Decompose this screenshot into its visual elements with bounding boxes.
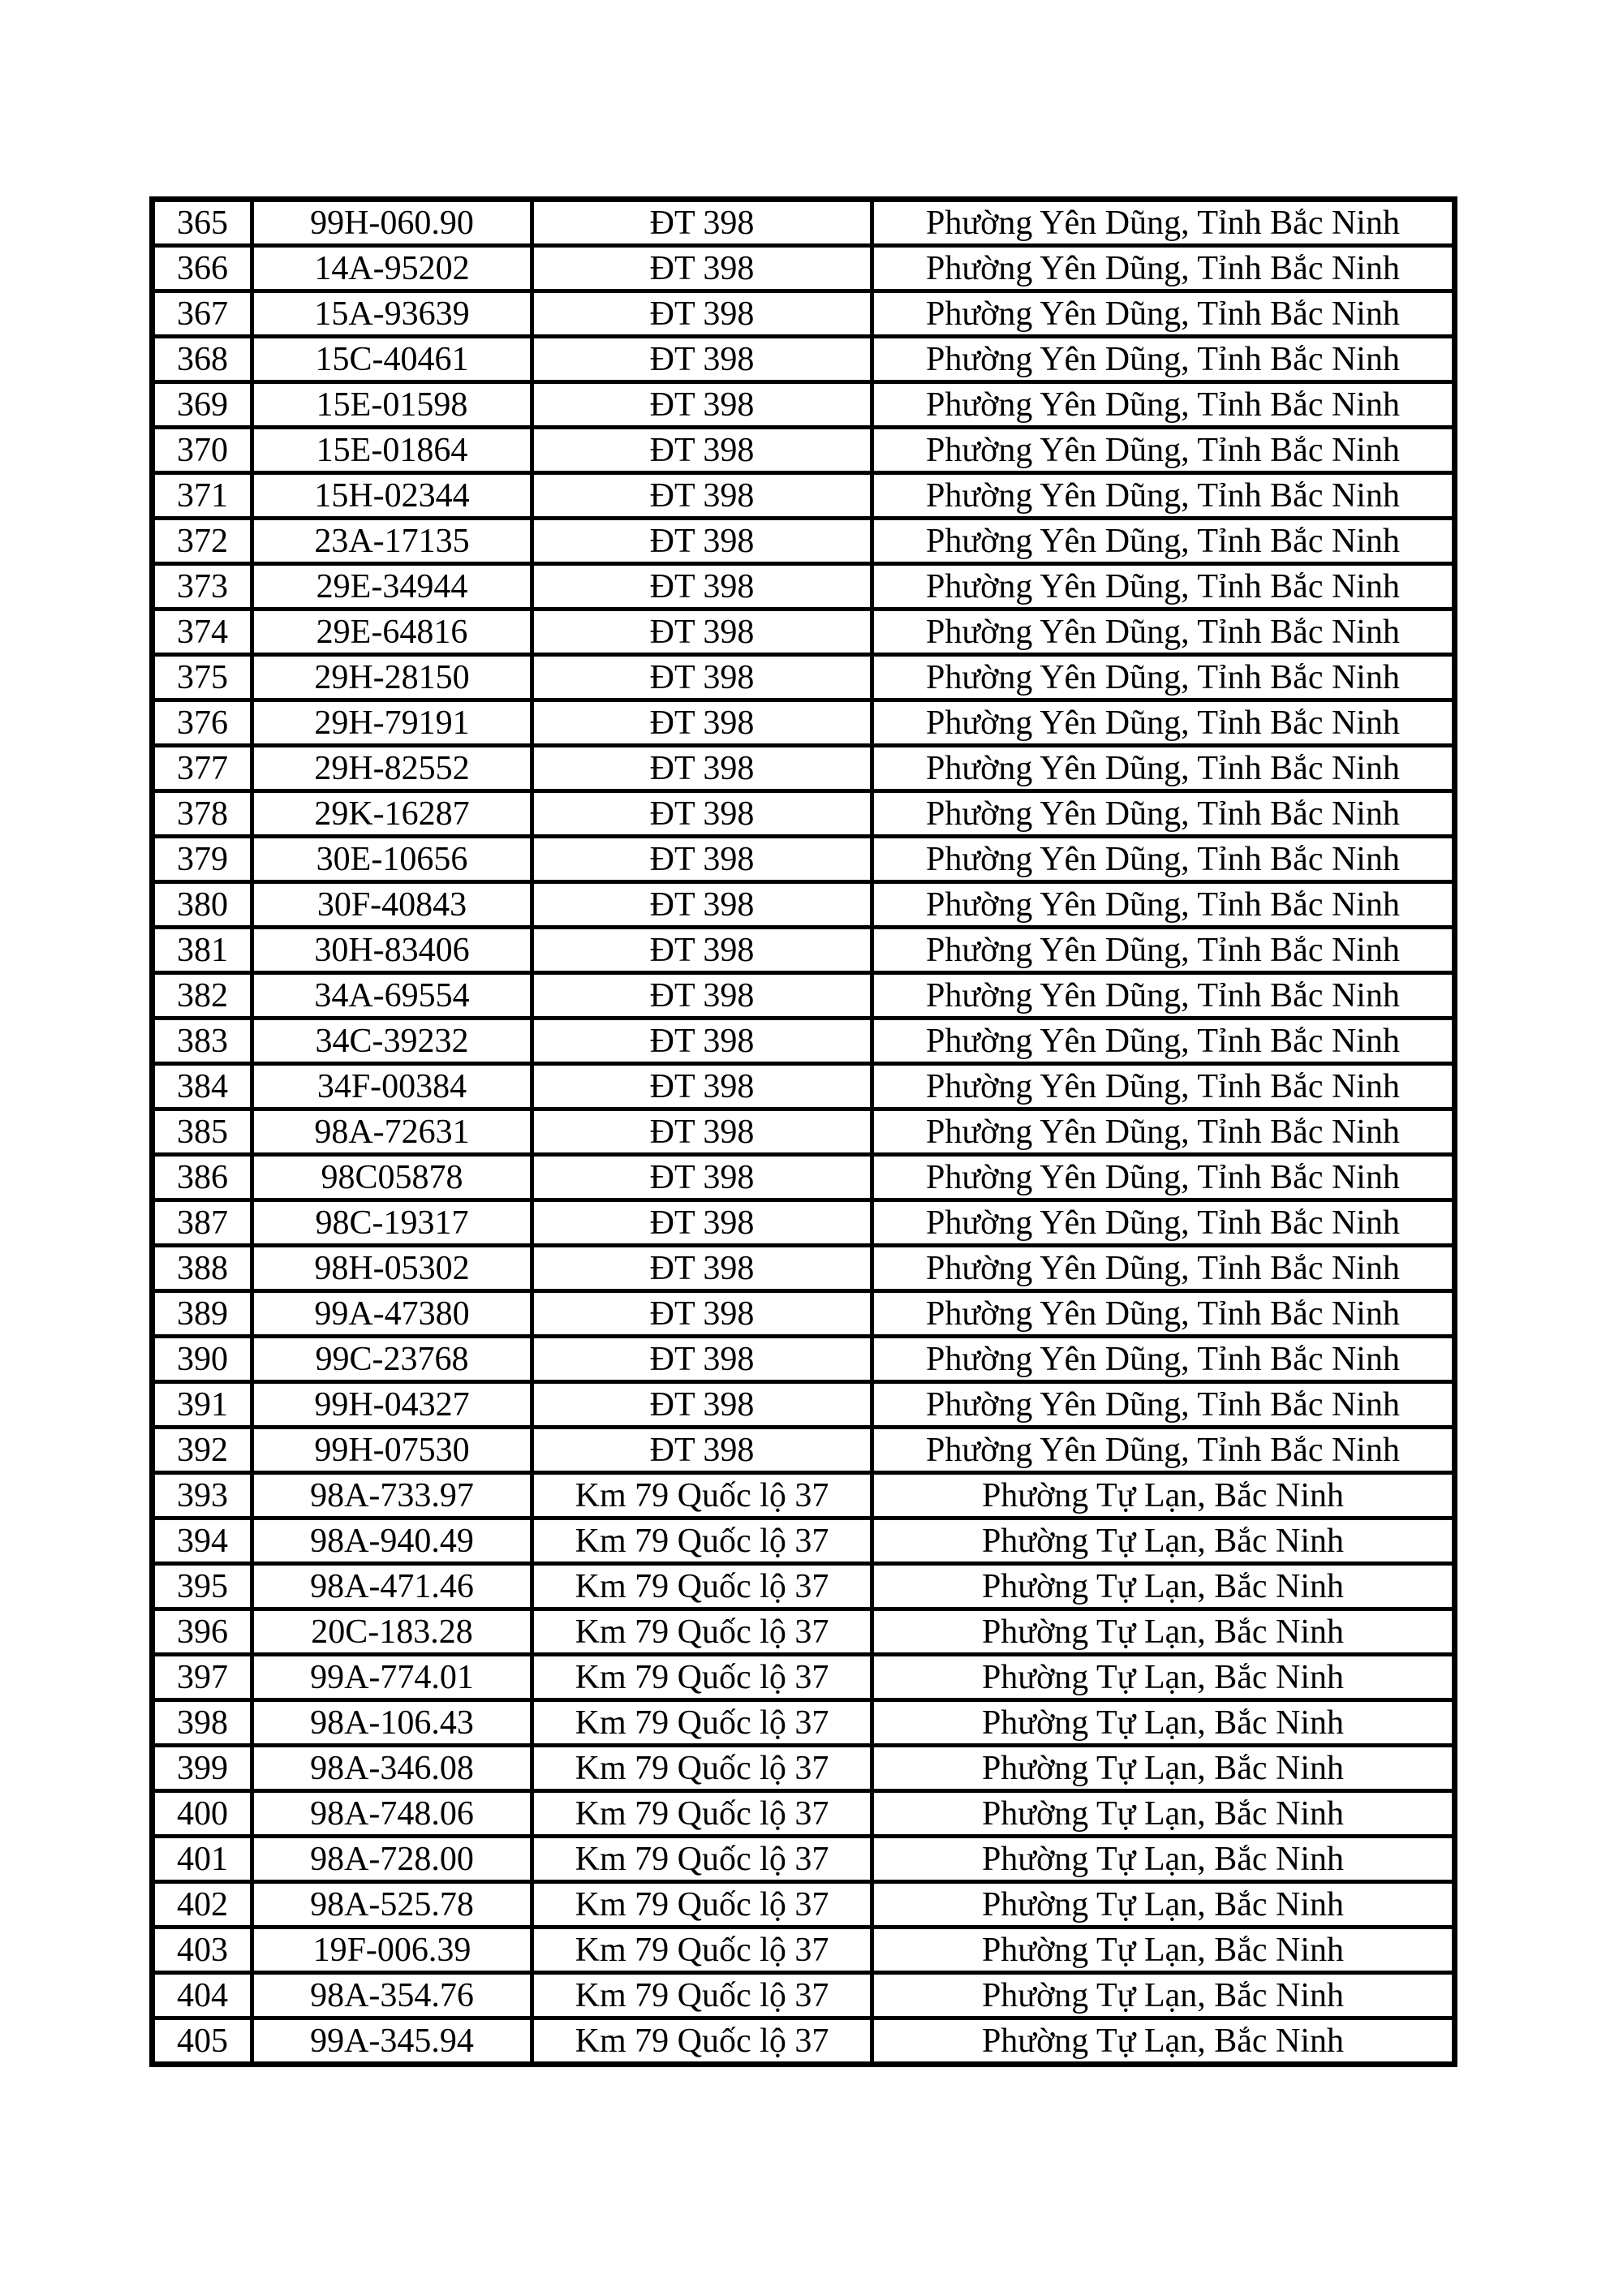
cell-ward: Phường Yên Dũng, Tỉnh Bắc Ninh <box>872 1428 1455 1473</box>
cell-plate: 99H-060.90 <box>252 200 532 246</box>
cell-road: ĐT 398 <box>532 1337 872 1382</box>
cell-ward: Phường Tự Lạn, Bắc Ninh <box>872 1655 1455 1700</box>
table-row <box>153 1337 1455 1382</box>
cell-road: ĐT 398 <box>532 564 872 610</box>
cell-road: ĐT 398 <box>532 337 872 382</box>
cell-plate: 20C-183.28 <box>252 1609 532 1655</box>
cell-road: ĐT 398 <box>532 1291 872 1337</box>
vehicle-violation-table <box>149 196 1457 2067</box>
cell-ward: Phường Yên Dũng, Tỉnh Bắc Ninh <box>872 246 1455 291</box>
cell-plate: 98A-525.78 <box>252 1882 532 1928</box>
cell-plate: 29K-16287 <box>252 791 532 837</box>
cell-plate: 15E-01864 <box>252 428 532 473</box>
cell-plate: 99A-345.94 <box>252 2018 532 2065</box>
cell-road: Km 79 Quốc lộ 37 <box>532 1700 872 1746</box>
cell-ward: Phường Tự Lạn, Bắc Ninh <box>872 2018 1455 2065</box>
cell-ward: Phường Yên Dũng, Tỉnh Bắc Ninh <box>872 791 1455 837</box>
cell-road: ĐT 398 <box>532 428 872 473</box>
table-row <box>153 200 1455 246</box>
cell-ward: Phường Tự Lạn, Bắc Ninh <box>872 1564 1455 1609</box>
cell-road: ĐT 398 <box>532 700 872 746</box>
cell-no: 381 <box>153 928 252 973</box>
cell-plate: 15C-40461 <box>252 337 532 382</box>
table-row <box>153 700 1455 746</box>
cell-no: 398 <box>153 1700 252 1746</box>
cell-no: 365 <box>153 200 252 246</box>
cell-ward: Phường Yên Dũng, Tỉnh Bắc Ninh <box>872 1019 1455 1064</box>
table-row <box>153 1109 1455 1155</box>
cell-no: 377 <box>153 746 252 791</box>
cell-ward: Phường Yên Dũng, Tỉnh Bắc Ninh <box>872 1155 1455 1200</box>
cell-plate: 98C-19317 <box>252 1200 532 1246</box>
table-row <box>153 610 1455 655</box>
cell-road: Km 79 Quốc lộ 37 <box>532 1655 872 1700</box>
cell-no: 383 <box>153 1019 252 1064</box>
table-row <box>153 1928 1455 1973</box>
cell-plate: 29H-82552 <box>252 746 532 791</box>
cell-ward: Phường Yên Dũng, Tỉnh Bắc Ninh <box>872 382 1455 428</box>
cell-plate: 14A-95202 <box>252 246 532 291</box>
cell-road: ĐT 398 <box>532 519 872 564</box>
cell-no: 385 <box>153 1109 252 1155</box>
cell-plate: 30H-83406 <box>252 928 532 973</box>
cell-plate: 98A-471.46 <box>252 1564 532 1609</box>
table-row <box>153 519 1455 564</box>
cell-road: ĐT 398 <box>532 791 872 837</box>
cell-ward: Phường Yên Dũng, Tỉnh Bắc Ninh <box>872 1291 1455 1337</box>
table-row <box>153 1155 1455 1200</box>
cell-plate: 98A-728.00 <box>252 1837 532 1882</box>
cell-ward: Phường Tự Lạn, Bắc Ninh <box>872 1746 1455 1791</box>
cell-no: 400 <box>153 1791 252 1837</box>
cell-road: Km 79 Quốc lộ 37 <box>532 1518 872 1564</box>
cell-road: ĐT 398 <box>532 246 872 291</box>
cell-road: ĐT 398 <box>532 1246 872 1291</box>
cell-plate: 15H-02344 <box>252 473 532 519</box>
cell-road: ĐT 398 <box>532 1428 872 1473</box>
cell-ward: Phường Yên Dũng, Tỉnh Bắc Ninh <box>872 1109 1455 1155</box>
table-row <box>153 1746 1455 1791</box>
cell-ward: Phường Yên Dũng, Tỉnh Bắc Ninh <box>872 291 1455 337</box>
cell-ward: Phường Yên Dũng, Tỉnh Bắc Ninh <box>872 337 1455 382</box>
table-row <box>153 882 1455 928</box>
cell-no: 369 <box>153 382 252 428</box>
table-row <box>153 928 1455 973</box>
table-row <box>153 1791 1455 1837</box>
cell-plate: 98A-940.49 <box>252 1518 532 1564</box>
cell-plate: 99A-47380 <box>252 1291 532 1337</box>
table-row <box>153 1246 1455 1291</box>
cell-no: 384 <box>153 1064 252 1109</box>
cell-road: ĐT 398 <box>532 1064 872 1109</box>
cell-road: ĐT 398 <box>532 655 872 700</box>
table-row <box>153 746 1455 791</box>
cell-road: Km 79 Quốc lộ 37 <box>532 1882 872 1928</box>
table-row <box>153 473 1455 519</box>
cell-road: Km 79 Quốc lộ 37 <box>532 1928 872 1973</box>
cell-road: ĐT 398 <box>532 928 872 973</box>
cell-no: 388 <box>153 1246 252 1291</box>
table-row <box>153 1700 1455 1746</box>
cell-no: 380 <box>153 882 252 928</box>
cell-ward: Phường Tự Lạn, Bắc Ninh <box>872 1700 1455 1746</box>
cell-plate: 99H-04327 <box>252 1382 532 1428</box>
cell-ward: Phường Tự Lạn, Bắc Ninh <box>872 1791 1455 1837</box>
table-row <box>153 1291 1455 1337</box>
table-row <box>153 2018 1455 2065</box>
cell-no: 392 <box>153 1428 252 1473</box>
cell-no: 391 <box>153 1382 252 1428</box>
cell-road: ĐT 398 <box>532 382 872 428</box>
cell-ward: Phường Yên Dũng, Tỉnh Bắc Ninh <box>872 882 1455 928</box>
cell-ward: Phường Yên Dũng, Tỉnh Bắc Ninh <box>872 473 1455 519</box>
cell-no: 366 <box>153 246 252 291</box>
cell-no: 367 <box>153 291 252 337</box>
cell-no: 390 <box>153 1337 252 1382</box>
cell-ward: Phường Yên Dũng, Tỉnh Bắc Ninh <box>872 655 1455 700</box>
cell-no: 371 <box>153 473 252 519</box>
cell-ward: Phường Tự Lạn, Bắc Ninh <box>872 1973 1455 2018</box>
table-row <box>153 1518 1455 1564</box>
cell-ward: Phường Tự Lạn, Bắc Ninh <box>872 1518 1455 1564</box>
cell-no: 401 <box>153 1837 252 1882</box>
cell-road: ĐT 398 <box>532 473 872 519</box>
cell-road: ĐT 398 <box>532 291 872 337</box>
cell-road: Km 79 Quốc lộ 37 <box>532 2018 872 2065</box>
cell-no: 397 <box>153 1655 252 1700</box>
cell-road: Km 79 Quốc lộ 37 <box>532 1473 872 1518</box>
cell-plate: 15E-01598 <box>252 382 532 428</box>
cell-plate: 30F-40843 <box>252 882 532 928</box>
cell-ward: Phường Yên Dũng, Tỉnh Bắc Ninh <box>872 928 1455 973</box>
cell-plate: 29E-34944 <box>252 564 532 610</box>
table-row <box>153 1882 1455 1928</box>
cell-road: ĐT 398 <box>532 746 872 791</box>
cell-plate: 15A-93639 <box>252 291 532 337</box>
table-row <box>153 382 1455 428</box>
cell-plate: 19F-006.39 <box>252 1928 532 1973</box>
cell-ward: Phường Yên Dũng, Tỉnh Bắc Ninh <box>872 1246 1455 1291</box>
cell-ward: Phường Yên Dũng, Tỉnh Bắc Ninh <box>872 1200 1455 1246</box>
table-row <box>153 564 1455 610</box>
cell-road: Km 79 Quốc lộ 37 <box>532 1746 872 1791</box>
cell-ward: Phường Yên Dũng, Tỉnh Bắc Ninh <box>872 519 1455 564</box>
table-row <box>153 655 1455 700</box>
cell-ward: Phường Yên Dũng, Tỉnh Bắc Ninh <box>872 1382 1455 1428</box>
table-body <box>153 200 1455 2065</box>
table-row <box>153 291 1455 337</box>
cell-no: 395 <box>153 1564 252 1609</box>
cell-plate: 29E-64816 <box>252 610 532 655</box>
table-row <box>153 1837 1455 1882</box>
cell-plate: 98H-05302 <box>252 1246 532 1291</box>
table-row <box>153 246 1455 291</box>
cell-plate: 30E-10656 <box>252 837 532 882</box>
cell-no: 375 <box>153 655 252 700</box>
cell-no: 402 <box>153 1882 252 1928</box>
cell-no: 393 <box>153 1473 252 1518</box>
cell-no: 373 <box>153 564 252 610</box>
cell-no: 404 <box>153 1973 252 2018</box>
table-row <box>153 1655 1455 1700</box>
cell-plate: 99A-774.01 <box>252 1655 532 1700</box>
cell-no: 382 <box>153 973 252 1019</box>
table-row <box>153 1973 1455 2018</box>
cell-plate: 29H-28150 <box>252 655 532 700</box>
table-row <box>153 1200 1455 1246</box>
cell-ward: Phường Yên Dũng, Tỉnh Bắc Ninh <box>872 564 1455 610</box>
cell-plate: 99H-07530 <box>252 1428 532 1473</box>
cell-road: Km 79 Quốc lộ 37 <box>532 1973 872 2018</box>
cell-road: ĐT 398 <box>532 200 872 246</box>
cell-plate: 98A-748.06 <box>252 1791 532 1837</box>
cell-plate: 98A-346.08 <box>252 1746 532 1791</box>
cell-no: 389 <box>153 1291 252 1337</box>
cell-plate: 98A-72631 <box>252 1109 532 1155</box>
table-row <box>153 1428 1455 1473</box>
cell-plate: 23A-17135 <box>252 519 532 564</box>
cell-road: Km 79 Quốc lộ 37 <box>532 1564 872 1609</box>
cell-ward: Phường Yên Dũng, Tỉnh Bắc Ninh <box>872 700 1455 746</box>
cell-road: Km 79 Quốc lộ 37 <box>532 1837 872 1882</box>
cell-ward: Phường Yên Dũng, Tỉnh Bắc Ninh <box>872 973 1455 1019</box>
cell-no: 370 <box>153 428 252 473</box>
cell-no: 379 <box>153 837 252 882</box>
cell-road: Km 79 Quốc lộ 37 <box>532 1609 872 1655</box>
cell-road: ĐT 398 <box>532 837 872 882</box>
cell-no: 374 <box>153 610 252 655</box>
cell-plate: 98A-733.97 <box>252 1473 532 1518</box>
cell-ward: Phường Yên Dũng, Tỉnh Bắc Ninh <box>872 610 1455 655</box>
cell-no: 368 <box>153 337 252 382</box>
cell-ward: Phường Yên Dũng, Tỉnh Bắc Ninh <box>872 200 1455 246</box>
cell-no: 399 <box>153 1746 252 1791</box>
cell-ward: Phường Tự Lạn, Bắc Ninh <box>872 1928 1455 1973</box>
table-row <box>153 1064 1455 1109</box>
cell-no: 378 <box>153 791 252 837</box>
table-row <box>153 337 1455 382</box>
cell-road: ĐT 398 <box>532 610 872 655</box>
cell-road: ĐT 398 <box>532 973 872 1019</box>
cell-no: 396 <box>153 1609 252 1655</box>
cell-no: 386 <box>153 1155 252 1200</box>
cell-road: ĐT 398 <box>532 1382 872 1428</box>
table-row <box>153 1564 1455 1609</box>
cell-ward: Phường Yên Dũng, Tỉnh Bắc Ninh <box>872 1337 1455 1382</box>
cell-no: 376 <box>153 700 252 746</box>
cell-plate: 29H-79191 <box>252 700 532 746</box>
cell-plate: 34C-39232 <box>252 1019 532 1064</box>
table-row <box>153 1473 1455 1518</box>
table-row <box>153 791 1455 837</box>
cell-no: 387 <box>153 1200 252 1246</box>
cell-no: 405 <box>153 2018 252 2065</box>
cell-ward: Phường Tự Lạn, Bắc Ninh <box>872 1837 1455 1882</box>
cell-road: Km 79 Quốc lộ 37 <box>532 1791 872 1837</box>
cell-ward: Phường Yên Dũng, Tỉnh Bắc Ninh <box>872 1064 1455 1109</box>
cell-ward: Phường Yên Dũng, Tỉnh Bắc Ninh <box>872 837 1455 882</box>
vehicle-violation-table-container <box>149 196 1436 2067</box>
cell-plate: 98A-354.76 <box>252 1973 532 2018</box>
cell-plate: 99C-23768 <box>252 1337 532 1382</box>
table-row <box>153 837 1455 882</box>
cell-ward: Phường Tự Lạn, Bắc Ninh <box>872 1473 1455 1518</box>
cell-no: 372 <box>153 519 252 564</box>
cell-ward: Phường Tự Lạn, Bắc Ninh <box>872 1609 1455 1655</box>
cell-plate: 98A-106.43 <box>252 1700 532 1746</box>
cell-road: ĐT 398 <box>532 1019 872 1064</box>
cell-road: ĐT 398 <box>532 1155 872 1200</box>
table-row <box>153 1019 1455 1064</box>
table-row <box>153 1382 1455 1428</box>
cell-road: ĐT 398 <box>532 882 872 928</box>
cell-road: ĐT 398 <box>532 1200 872 1246</box>
table-row <box>153 973 1455 1019</box>
cell-plate: 34F-00384 <box>252 1064 532 1109</box>
table-row <box>153 1609 1455 1655</box>
table-row <box>153 428 1455 473</box>
cell-no: 403 <box>153 1928 252 1973</box>
cell-ward: Phường Yên Dũng, Tỉnh Bắc Ninh <box>872 428 1455 473</box>
cell-ward: Phường Tự Lạn, Bắc Ninh <box>872 1882 1455 1928</box>
cell-no: 394 <box>153 1518 252 1564</box>
cell-plate: 98C05878 <box>252 1155 532 1200</box>
cell-plate: 34A-69554 <box>252 973 532 1019</box>
cell-road: ĐT 398 <box>532 1109 872 1155</box>
cell-ward: Phường Yên Dũng, Tỉnh Bắc Ninh <box>872 746 1455 791</box>
